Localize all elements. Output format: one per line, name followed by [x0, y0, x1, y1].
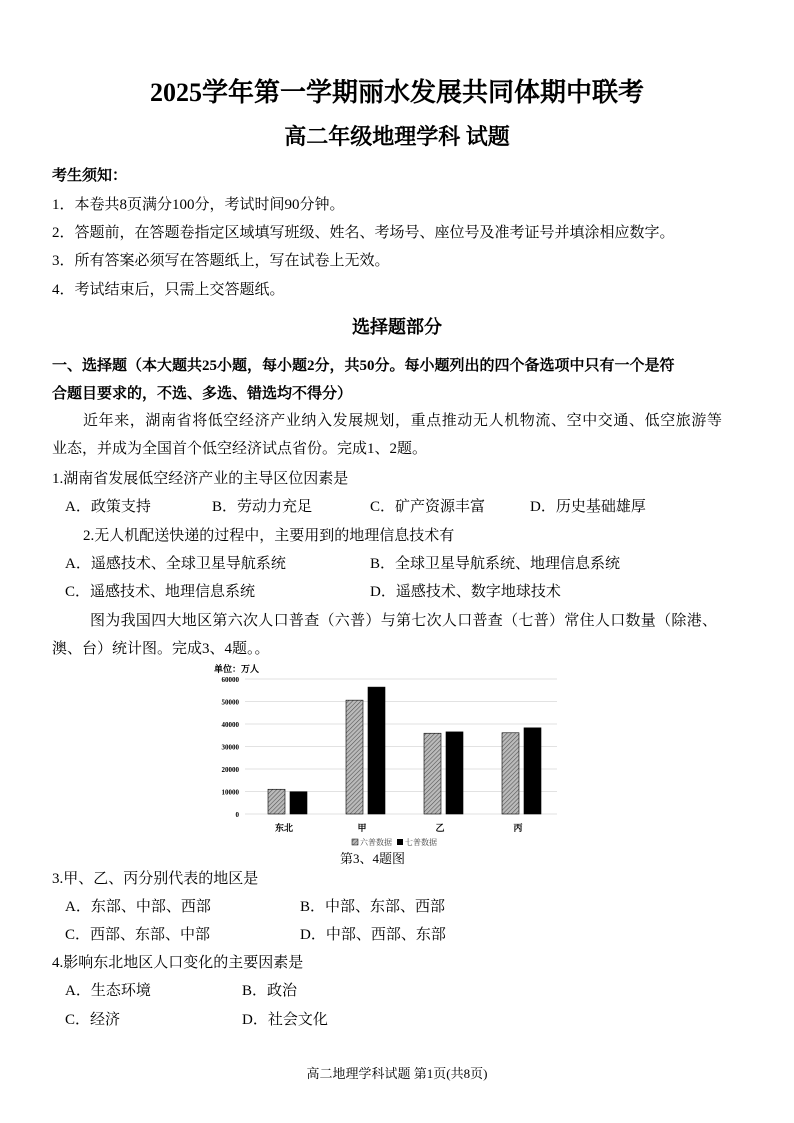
question-stem: 3.甲、乙、丙分别代表的地区是	[52, 871, 259, 887]
y-tick-label: 30000	[221, 743, 239, 752]
unit-label: 单位：万人	[214, 664, 260, 674]
bar-6th-census	[346, 700, 363, 814]
material-text: 图为我国四大地区第六次人口普查（六普）与第七次人口普查（七普）常住人口数量（除港、	[90, 613, 718, 629]
material-text: 业态，并成为全国首个低空经济试点省份。完成1、2题。	[52, 441, 428, 457]
x-tick-label: 东北	[274, 823, 294, 833]
option: B．全球卫星导航系统、地理信息系统	[370, 556, 621, 572]
y-tick-label: 10000	[221, 788, 239, 797]
notice-item: 4．考试结束后，只需上交答题纸。	[52, 282, 285, 298]
option: A．遥感技术、全球卫星导航系统	[65, 556, 286, 572]
option: A．政策支持	[65, 499, 151, 515]
exam-title: 2025学年第一学期丽水发展共同体期中联考	[149, 78, 644, 107]
bar-7th-census	[446, 732, 463, 814]
notice-item: 2．答题前，在答题卷指定区域填写班级、姓名、考场号、座位号及准考证号并填涂相应数字。	[52, 225, 675, 241]
legend-swatch-6	[352, 839, 358, 845]
option: A．东部、中部、西部	[65, 899, 211, 915]
y-tick-label: 40000	[221, 721, 239, 729]
legend-swatch-7	[397, 839, 403, 845]
y-tick-label: 0	[235, 811, 239, 819]
bar-7th-census	[368, 687, 385, 814]
section-title: 选择题部分	[352, 317, 442, 337]
legend-label: 六普数据	[360, 838, 392, 847]
x-tick-label: 丙	[513, 823, 523, 833]
material-text: 澳、台）统计图。完成3、4题。。	[52, 641, 270, 657]
part-instructions: 合题目要求的，不选、多选、错选均不得分）	[52, 386, 353, 402]
bar-7th-census	[524, 728, 541, 814]
y-tick-label: 20000	[221, 766, 239, 774]
page-footer: 高二地理学科试题 第1页(共8页)	[306, 1066, 488, 1081]
y-tick-label: 60000	[221, 676, 239, 684]
question-stem: 4.影响东北地区人口变化的主要因素是	[52, 955, 304, 971]
option: D．历史基础雄厚	[530, 499, 646, 515]
chart-caption: 第3、4题图	[340, 851, 406, 866]
option: C．西部、东部、中部	[65, 927, 211, 943]
legend	[352, 837, 437, 847]
bar-6th-census	[268, 789, 285, 814]
option: D．社会文化	[242, 1012, 328, 1028]
option: B．政治	[242, 983, 298, 999]
exam-subtitle: 高二年级地理学科 试题	[284, 124, 510, 149]
option: B．劳动力充足	[212, 499, 313, 515]
option: C．矿产资源丰富	[370, 499, 486, 515]
x-tick-label: 甲	[357, 823, 367, 833]
question-stem: 2.无人机配送快递的过程中，主要用到的地理信息技术有	[83, 528, 455, 544]
material-text: 近年来，湖南省将低空经济产业纳入发展规划，重点推动无人机物流、空中交通、低空旅游等	[83, 413, 723, 429]
population-bar-chart	[200, 658, 570, 853]
legend-label: 七普数据	[405, 838, 437, 847]
option: B．中部、东部、西部	[300, 899, 446, 915]
bar-7th-census	[290, 792, 307, 814]
question-stem: 1.湖南省发展低空经济产业的主导区位因素是	[52, 471, 349, 487]
bar-6th-census	[424, 733, 441, 814]
bar-6th-census	[502, 733, 519, 814]
y-tick-label: 50000	[221, 698, 239, 707]
option: C．遥感技术、地理信息系统	[65, 584, 256, 600]
option: A．生态环境	[65, 983, 151, 999]
notice-item: 3．所有答案必须写在答题纸上，写在试卷上无效。	[52, 253, 390, 269]
part-instructions: 一、选择题（本大题共25小题，每小题2分，共50分。每小题列出的四个备选项中只有一个是符	[52, 358, 675, 374]
x-tick-label: 乙	[435, 823, 445, 833]
option: D．遥感技术、数字地球技术	[370, 584, 561, 600]
option: D．中部、西部、东部	[300, 927, 446, 943]
notice-item: 1．本卷共8页满分100分，考试时间90分钟。	[52, 197, 345, 213]
option: C．经济	[65, 1012, 121, 1028]
notice-heading: 考生须知：	[52, 168, 128, 184]
